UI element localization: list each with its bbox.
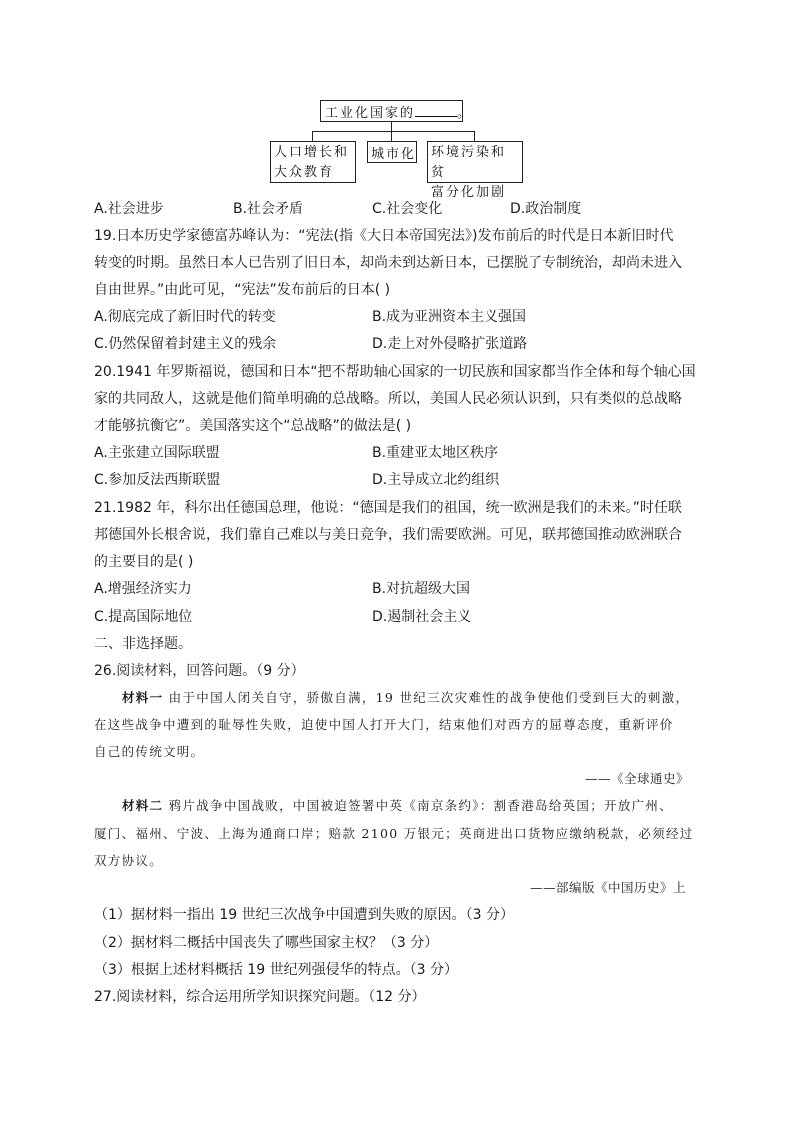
q21-option-a: A.增强经济实力: [94, 581, 192, 597]
q26-sub2: （2）据材料二概括中国丧失了哪些国家主权？（3 分）: [94, 935, 439, 951]
q18-option-b: B.社会矛盾: [233, 201, 304, 217]
material1-source: ——《全球通史》: [585, 771, 690, 786]
concept-diagram: [0, 0, 794, 200]
box3-line2: 富分化加剧: [431, 185, 507, 200]
q21-line2: 邦德国外长根舍说，我们靠自己难以与美日竞争，我们需要欧洲。可见，联邦德国推动欧洲联合: [94, 527, 682, 543]
q19-option-b: B.成为亚洲资本主义强国: [372, 309, 527, 325]
box2-text: 城市化: [371, 147, 417, 162]
q26-title: 26.阅读材料，回答问题。（9 分）: [94, 663, 305, 679]
q18-option-d: D.政治制度: [510, 201, 582, 217]
q26-sub1: （1）据材料一指出 19 世纪三次战争中国遭到失败的原因。（3 分）: [94, 907, 514, 923]
material2-text1: 鸦片战争中国战败，中国被迫签署中英《南京条约》：割香港岛给英国；开放广州、: [163, 798, 674, 813]
diagram-box-pollution: [427, 141, 523, 200]
q19-option-a: A.彻底完成了新旧时代的转变: [94, 309, 276, 325]
q19-line2: 转变的时期。虽然日本人已告别了旧日本，却尚未到达新日本，已摆脱了专制统治，却尚未进入: [94, 255, 682, 271]
box1-line2: 大众教育: [274, 165, 335, 180]
q20-option-b: B.重建亚太地区秩序: [372, 445, 499, 461]
q26-sub3: （3）根据上述材料概括 19 世纪列强侵华的特点。（3 分）: [94, 962, 458, 978]
q20-line1: 20.1941 年罗斯福说，德国和日本“把不帮助轴心国家的一切民族和国家都当作全体和每个轴心国: [94, 364, 696, 380]
q27-title: 27.阅读材料，综合运用所学知识探究问题。（12 分）: [94, 989, 426, 1005]
q20-line2: 家的共同敌人，这就是他们简单明确的总战略。所以，美国人民必须认识到，只有类似的总战略: [94, 391, 682, 407]
q21-option-d: D.遏制社会主义: [372, 609, 472, 625]
q21-option-c: C.提高国际地位: [94, 609, 193, 625]
box3-line1: 环境污染和贫: [431, 145, 507, 180]
q21-line3: 的主要目的是( ): [94, 554, 194, 570]
q21-line1: 21.1982 年，科尔出任德国总理，他说：“德国是我们的祖国，统一欧洲是我们的未来。”时任联: [94, 500, 682, 516]
material1-line1: [122, 690, 689, 706]
diagram-top-text: 工业化国家的: [325, 106, 416, 121]
q18-option-a: A.社会进步: [94, 201, 164, 217]
material1-label: 材料一: [122, 690, 164, 705]
diagram-top-suffix: 。: [457, 106, 473, 121]
material2-line2: 厦门、福州、宁波、上海为通商口岸；赔款 2100 万银元；英商进出口货物应缴纳税款，必须经过: [94, 826, 694, 841]
connector-left: [312, 131, 313, 141]
material2-line1: [122, 798, 673, 814]
q18-option-c: C.社会变化: [372, 201, 443, 217]
q20-option-c: C.参加反法西斯联盟: [94, 472, 221, 488]
connector-middle: [391, 131, 392, 141]
box1-line1: 人口增长和: [274, 145, 350, 160]
q20-option-d: D.主导成立北约组织: [372, 472, 500, 488]
q19-option-c: C.仍然保留着封建主义的残余: [94, 336, 277, 352]
material1-text1: 由于中国人闭关自守，骄傲自满，19 世纪三次灾难性的战争使他们受到巨大的刺激，: [163, 690, 690, 705]
connector-right: [474, 131, 475, 141]
q19-option-d: D.走上对外侵略扩张道路: [372, 336, 528, 352]
answer-blank: [415, 104, 457, 117]
material1-line3: 自己的传统文明。: [94, 744, 205, 759]
diagram-box-urbanization: [367, 141, 417, 163]
material1-line2: 在这些战争中遭到的耻辱性失败，迫使中国人打开大门，结束他们对西方的屈尊态度，重新评价: [94, 717, 674, 732]
section-heading: 二、非选择题。: [94, 636, 192, 652]
connector-horizontal: [312, 131, 474, 132]
diagram-top-box: [320, 100, 473, 122]
diagram-box-population: [270, 141, 356, 183]
q19-line3: 自由世界。”由此可见，“宪法”发布前后的日本( ): [94, 282, 391, 298]
material2-label: 材料二: [122, 798, 164, 813]
q21-option-b: B.对抗超级大国: [372, 581, 471, 597]
q20-option-a: A.主张建立国际联盟: [94, 445, 220, 461]
q19-line1: 19.日本历史学家德富苏峰认为：“宪法(指《大日本帝国宪法》)发布前后的时代是日本新旧时代: [94, 228, 674, 244]
q20-line3: 才能够抗衡它”。美国落实这个“总战略”的做法是( ): [94, 418, 412, 434]
material2-source: ——部编版《中国历史》上: [530, 880, 687, 895]
material2-line3: 双方协议。: [94, 853, 164, 868]
